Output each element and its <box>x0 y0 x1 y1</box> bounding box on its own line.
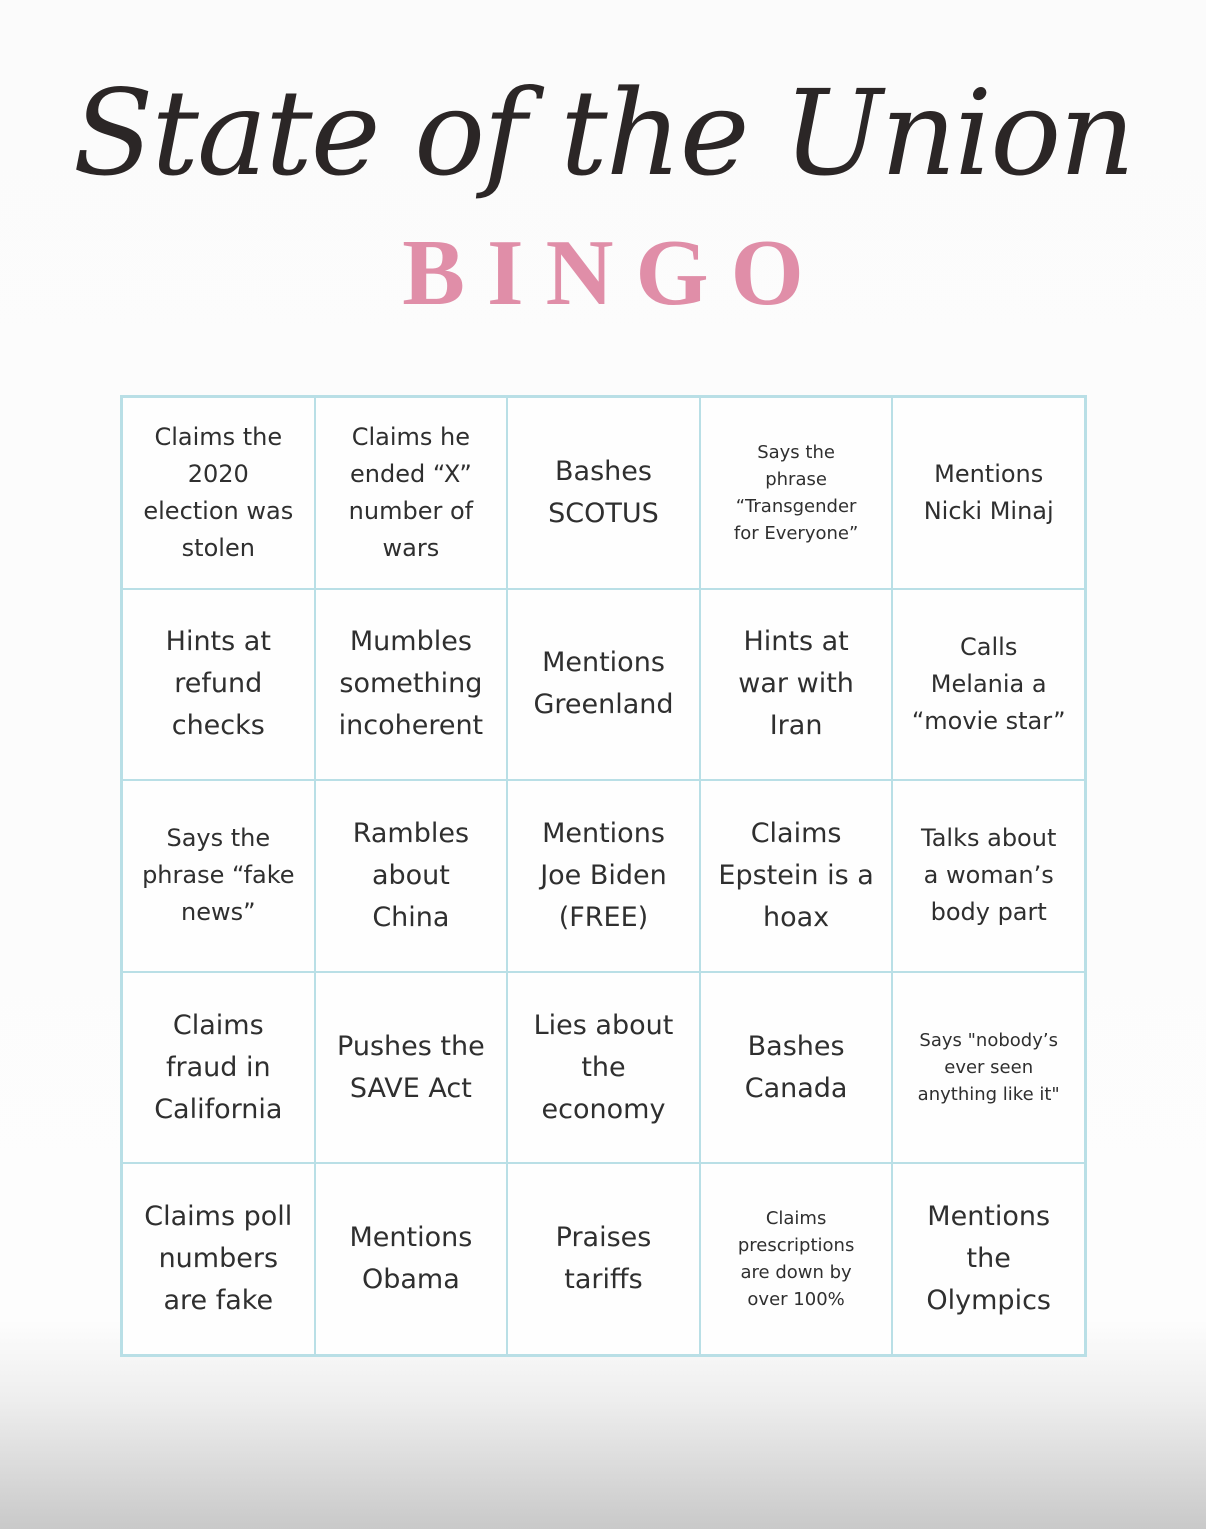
bingo-card <box>120 395 1087 1357</box>
bingo-cell-text: Hints at refund checks <box>165 626 271 742</box>
bingo-cell-text: Praises tariffs <box>555 1222 652 1296</box>
bingo-cell-text: Talks about a woman’s body part <box>921 824 1057 927</box>
bingo-cell-text: Mentions Joe Biden (FREE) <box>540 817 667 933</box>
page-title: State of the Union <box>72 64 1134 202</box>
bingo-cell-text: Lies about the economy <box>533 1009 674 1125</box>
bingo-cell-r2-c2 <box>315 589 508 781</box>
bingo-cell-r4-c3 <box>507 972 700 1164</box>
page-subtitle: BINGO <box>402 221 826 325</box>
bingo-cell-r3-c2 <box>315 780 508 972</box>
bingo-cell-r1-c1 <box>122 397 315 589</box>
bingo-cell-r4-c1 <box>122 972 315 1164</box>
bingo-cell-text: Claims he ended “X” number of wars <box>348 422 474 562</box>
bingo-cell-text: Rambles about China <box>352 817 470 933</box>
bingo-cell-text: Bashes SCOTUS <box>548 455 659 529</box>
bingo-cell-text: Claims the 2020 election was stolen <box>143 422 294 562</box>
bingo-cell-r5-c4 <box>700 1163 893 1355</box>
bingo-cell-r5-c3 <box>507 1163 700 1355</box>
bingo-cell-r5-c5 <box>892 1163 1085 1355</box>
bingo-cell-r3-c5 <box>892 780 1085 972</box>
bingo-cell-r3-c1 <box>122 780 315 972</box>
bingo-cell-r1-c5 <box>892 397 1085 589</box>
bingo-cell-r4-c2 <box>315 972 508 1164</box>
bingo-cell-text: Mumbles something incoherent <box>338 626 484 742</box>
bingo-cell-r3-c3 <box>507 780 700 972</box>
bingo-cell-text: Claims Epstein is a hoax <box>718 817 874 933</box>
bingo-cell-r1-c3 <box>507 397 700 589</box>
bingo-cell-text: Mentions the Olympics <box>926 1201 1051 1317</box>
bingo-cell-r4-c5 <box>892 972 1085 1164</box>
bingo-cell-text: Pushes the SAVE Act <box>337 1030 485 1104</box>
bingo-cell-r2-c3 <box>507 589 700 781</box>
bingo-cell-r2-c4 <box>700 589 893 781</box>
bingo-cell-r1-c2 <box>315 397 508 589</box>
bingo-cell-text: Mentions Greenland <box>533 647 674 721</box>
bingo-cell-r2-c1 <box>122 589 315 781</box>
bingo-cell-text: Says the phrase “fake news” <box>142 824 295 927</box>
bingo-cell-text: Claims poll numbers are fake <box>144 1201 293 1317</box>
bingo-cell-r1-c4 <box>700 397 893 589</box>
bingo-cell-text: Calls Melania a “movie star” <box>911 632 1066 735</box>
header <box>0 0 1206 360</box>
bingo-cell-text: Hints at war with Iran <box>738 626 854 742</box>
bingo-cell-r4-c4 <box>700 972 893 1164</box>
bingo-cell-r3-c4 <box>700 780 893 972</box>
bingo-cell-text: Mentions Obama <box>349 1222 473 1296</box>
bingo-cell-r5-c2 <box>315 1163 508 1355</box>
bingo-cell-r5-c1 <box>122 1163 315 1355</box>
bingo-cell-text: Bashes Canada <box>744 1030 848 1104</box>
bingo-cell-text: Claims prescriptions are down by over 100% <box>737 1208 855 1311</box>
bingo-cell-text: Claims fraud in California <box>154 1009 283 1125</box>
bingo-cell-r2-c5 <box>892 589 1085 781</box>
bingo-cell-text: Says "nobody’s ever seen anything like it" <box>917 1030 1060 1106</box>
bingo-cell-text: Mentions Nicki Minaj <box>923 459 1054 525</box>
bingo-cell-text: Says the phrase “Transgender for Everyone” <box>733 441 859 544</box>
